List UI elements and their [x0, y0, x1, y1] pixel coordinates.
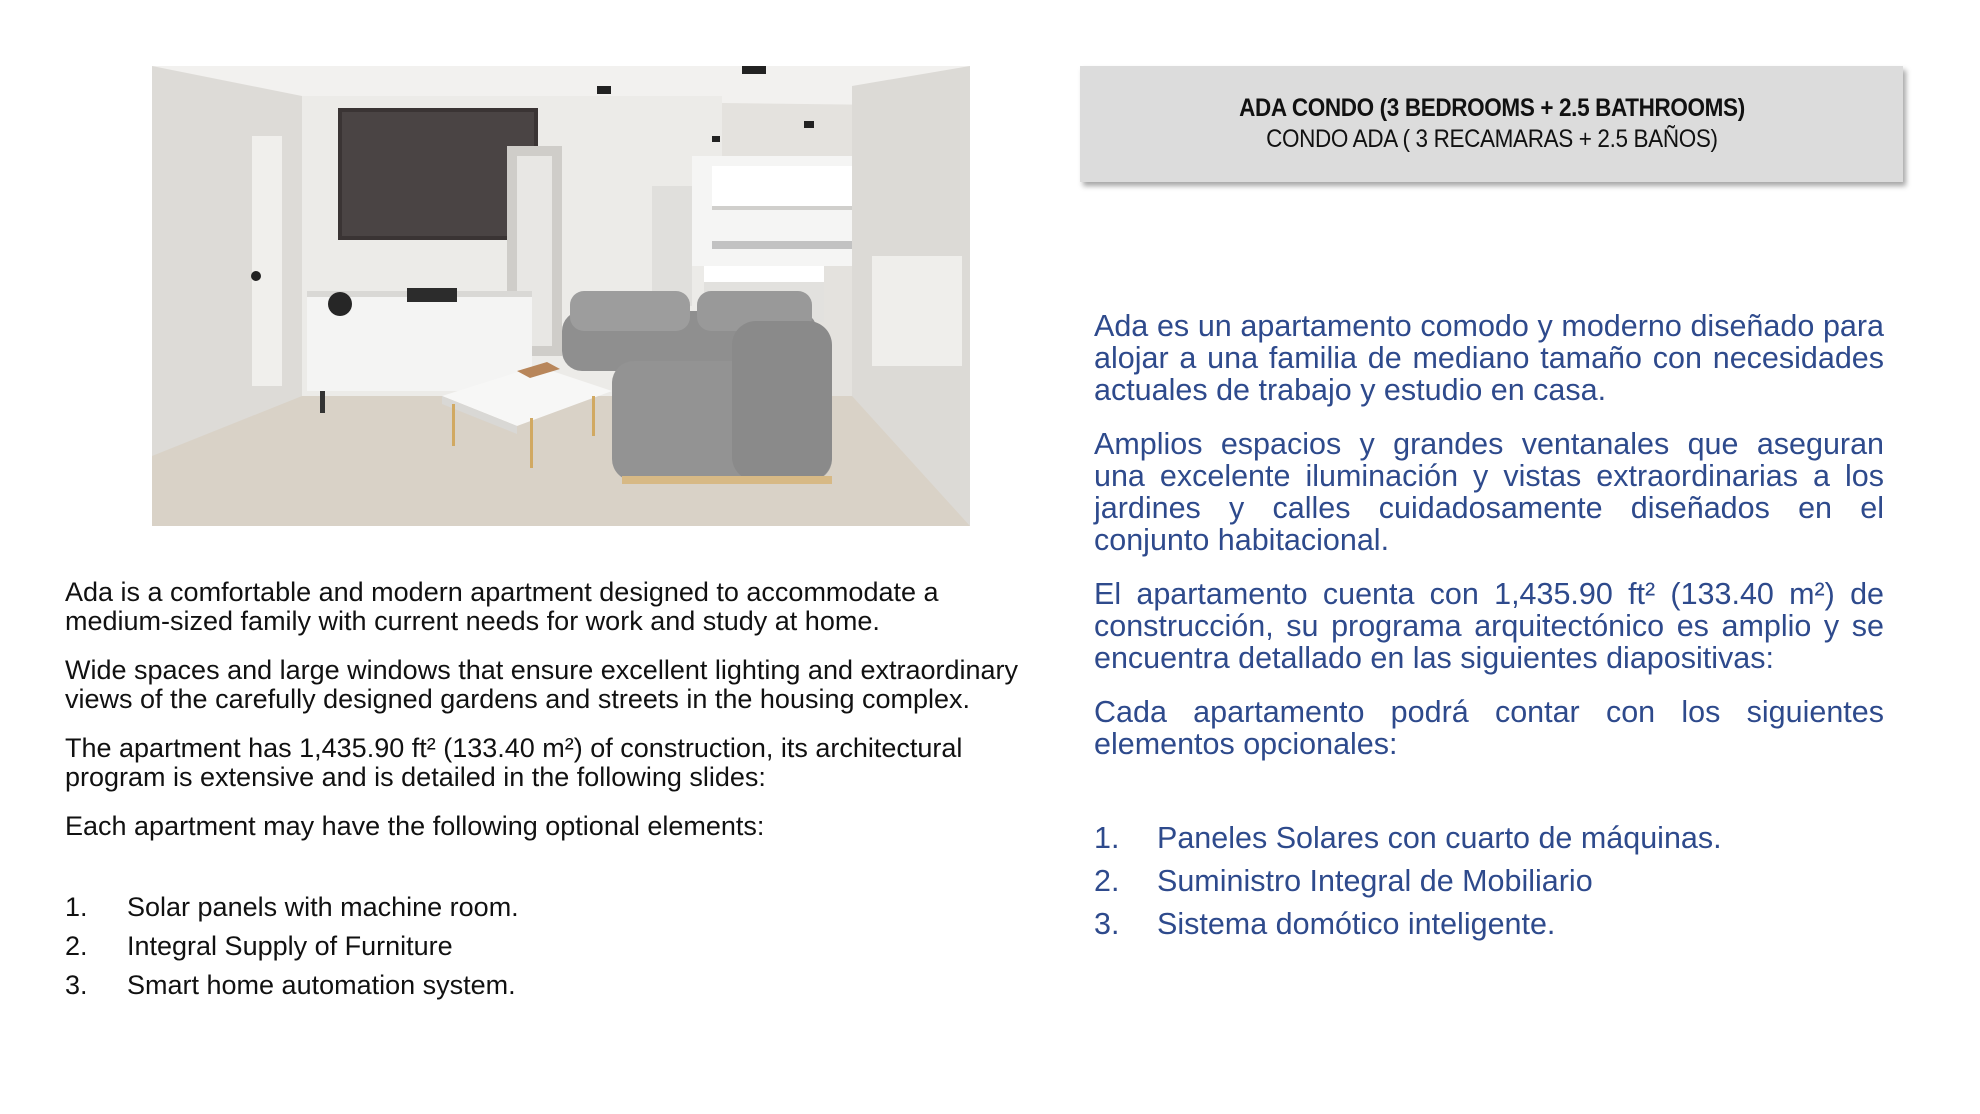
list-text: Solar panels with machine room. [127, 892, 519, 922]
list-number: 1. [65, 892, 88, 922]
living-room-photo [152, 66, 970, 526]
english-description [65, 578, 1050, 1005]
list-text: Paneles Solares con cuarto de máquinas. [1157, 820, 1722, 855]
spanish-paragraph: Ada es un apartamento comodo y moderno diseñado para alojar a una familia de mediano tamaño con necesidades actuales de trabajo y estudio en casa. [1094, 309, 1884, 407]
english-options-list [65, 888, 1050, 1005]
spanish-paragraph: El apartamento cuenta con 1,435.90 ft² (133.40 m²) de construcción, su programa arquitectónico es amplio y se encuentra detallado en las siguientes diapositivas: [1094, 577, 1884, 675]
list-item [65, 966, 1050, 1005]
list-text: Smart home automation system. [127, 970, 516, 1000]
spanish-options-list [1094, 816, 1884, 945]
list-text: Integral Supply of Furniture [127, 931, 453, 961]
list-item [1094, 902, 1884, 945]
title-box [1080, 66, 1903, 182]
english-paragraph: The apartment has 1,435.90 ft² (133.40 m²) of construction, its architectural program is extensive and is detailed in the following slides: [65, 733, 963, 792]
list-text: Sistema domótico inteligente. [1157, 906, 1556, 941]
list-number: 2. [65, 931, 88, 961]
spanish-paragraph: Amplios espacios y grandes ventanales que aseguran una excelente iluminación y vistas extraordinarias a los jardines y calles cuidadosamente diseñados en el conjunto habitacional. [1094, 427, 1884, 557]
list-number: 2. [1094, 863, 1120, 898]
english-paragraph: Each apartment may have the following optional elements: [65, 811, 765, 841]
list-item [65, 888, 1050, 927]
list-number: 3. [1094, 906, 1120, 941]
spanish-paragraph: Cada apartamento podrá contar con los siguientes elementos opcionales: [1094, 695, 1884, 761]
list-item [1094, 859, 1884, 902]
list-item [65, 927, 1050, 966]
title-spanish: CONDO ADA ( 3 RECAMARAS + 2.5 BAÑOS) [1265, 125, 1718, 153]
english-paragraph: Ada is a comfortable and modern apartment designed to accommodate a medium-sized family with current needs for work and study at home. [65, 577, 939, 636]
list-text: Suministro Integral de Mobiliario [1157, 863, 1593, 898]
english-paragraph: Wide spaces and large windows that ensure excellent lighting and extraordinary views of the carefully designed gardens and streets in the housing complex. [65, 655, 1019, 714]
list-number: 1. [1094, 820, 1120, 855]
list-item [1094, 816, 1884, 859]
spanish-description [1094, 310, 1884, 945]
list-number: 3. [65, 970, 88, 1000]
title-english: ADA CONDO (3 BEDROOMS + 2.5 BATHROOMS) [1238, 94, 1745, 122]
